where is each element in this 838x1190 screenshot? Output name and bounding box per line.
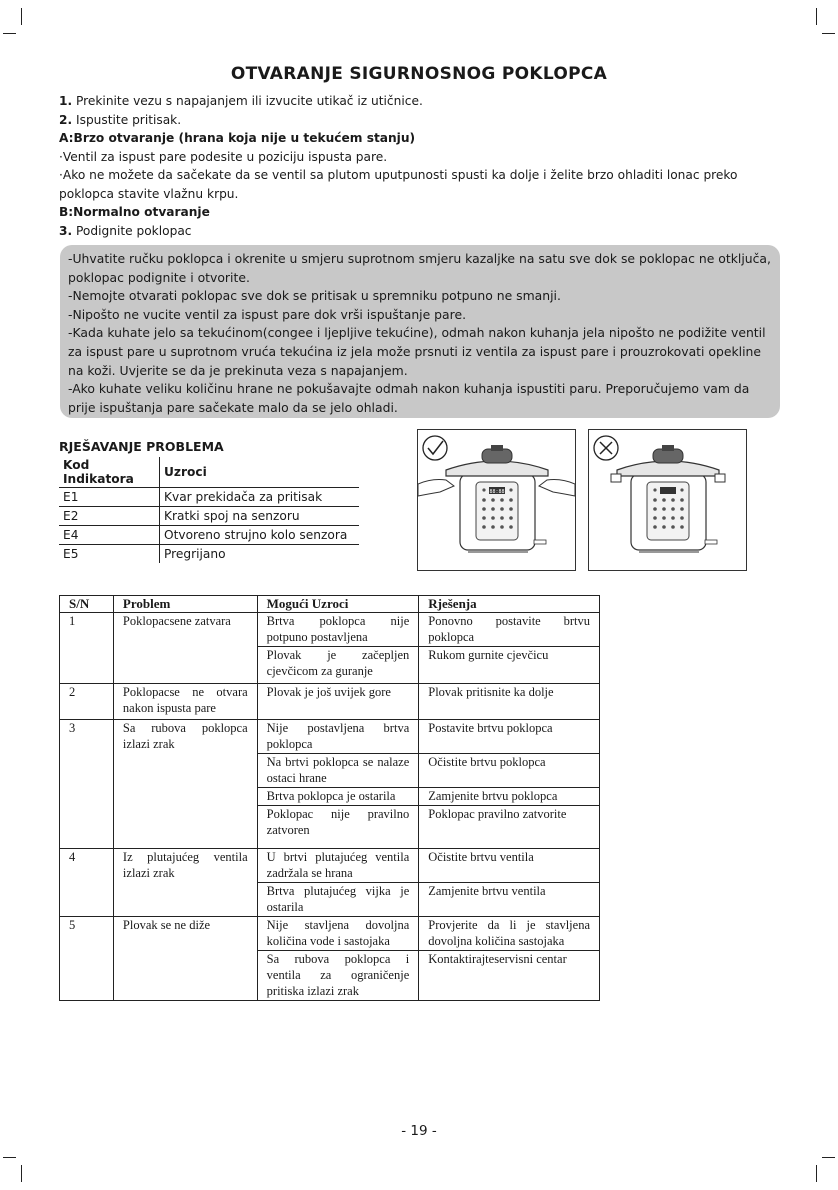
solution-cell: Ponovno postavite brtvu poklopca (419, 613, 600, 647)
warning-line: -Uhvatite ručku poklopca i okrenite u smjeru suprotnom smjeru kazaljke na satu sve dok se poklopac ne otključa, poklopac podignite i otvorite. (68, 251, 771, 285)
table-row (60, 720, 600, 754)
crop-mark (3, 1157, 16, 1158)
step-2 (59, 111, 789, 130)
heading-text: A:Brzo otvaranje (hrana koja nije u tekućem stanju) (59, 131, 416, 145)
table-row (60, 849, 600, 883)
check-circle-icon (423, 436, 447, 460)
error-cause: Kratki spoj na senzoru (160, 507, 360, 526)
row-number: 3 (60, 720, 114, 849)
cause-cell: Sa rubova poklopca i ventila za ograničenje pritiska izlazi zrak (257, 951, 419, 1001)
header-solutions: Rješenja (419, 596, 600, 613)
cause-cell: Plovak je začepljen cjevčicom za guranje (257, 647, 419, 684)
warning-line: -Ako kuhate veliku količinu hrane ne pokušavajte odmah nakon kuhanja ispustiti paru. Preporučujemo vam da prije ispuštanja pare sačekate malo da se jelo ohladi. (68, 381, 750, 415)
cause-cell: Nije postavljena brtva poklopca (257, 720, 419, 754)
error-cause: Kvar prekidača za pritisak (160, 488, 360, 507)
warning-line: -Nemojte otvarati poklopac sve dok se pritisak u spremniku potpuno ne smanji. (68, 288, 561, 304)
cause-cell: Nije stavljena dovoljna količina vode i sastojaka (257, 917, 419, 951)
error-code-table (59, 457, 359, 563)
quick-open-heading (59, 129, 789, 148)
problem-cell: Plovak se ne diže (113, 917, 257, 1001)
step-number: 3. (59, 223, 73, 238)
crop-mark (816, 8, 817, 25)
table-row (60, 684, 600, 720)
warning-line: -Nipošto ne vucite ventil za ispust pare dok vrši ispuštanje pare. (68, 306, 467, 322)
step-number: 1. (59, 94, 73, 108)
table-row (59, 507, 359, 526)
problem-cell: Iz plutajućeg ventila izlazi zrak (113, 849, 257, 917)
opening-steps (59, 92, 789, 240)
heading-text: B:Normalno otvaranje (59, 205, 210, 219)
header-cause: Uzroci (160, 457, 360, 488)
row-number: 2 (60, 684, 114, 720)
row-number: 1 (60, 613, 114, 684)
x-circle-icon (594, 436, 618, 460)
solution-cell: Kontaktirajteservisni centar (419, 951, 600, 1001)
table-header-row (59, 457, 359, 488)
solution-cell: Poklopac pravilno zatvorite (419, 806, 600, 849)
error-cause: Otvoreno strujno kolo senzora (160, 526, 360, 545)
cause-cell: Plovak je još uvijek gore (257, 684, 419, 720)
table-row (59, 526, 359, 545)
page-title: OTVARANJE SIGURNOSNOG POKLOPCA (230, 64, 608, 84)
quick-open-line-1: ·Ventil za ispust pare podesite u poziciju ispusta pare. (59, 149, 388, 164)
problem-cell: Poklopacsene zatvara (113, 613, 257, 684)
cause-cell: Brtva plutajućeg vijka je ostarila (257, 883, 419, 917)
problem-cell: Poklopacse ne otvara nakon ispusta pare (113, 684, 257, 720)
cause-cell: Brtva poklopca je ostarila (257, 788, 419, 806)
step-1 (59, 92, 789, 111)
cause-cell: Poklopac nije pravilno zatvoren (257, 806, 419, 849)
problem-cell: Sa rubova poklopca izlazi zrak (113, 720, 257, 849)
step-text: Prekinite vezu s napajanjem ili izvucite utikač iz utičnice. (72, 94, 423, 108)
error-code: E2 (59, 507, 160, 526)
quick-open-line-2: ·Ako ne možete da sačekate da se ventil sa plutom uputpunosti spusti ka dolje i želite brzo ohladiti lonac preko poklopca stavite vlažnu krpu. (59, 168, 738, 201)
solution-cell: Očistite brtvu poklopca (419, 754, 600, 788)
header-problem: Problem (113, 596, 257, 613)
crop-mark (3, 33, 16, 34)
solution-cell: Rukom gurnite cjevčicu (419, 647, 600, 684)
solution-cell: Plovak pritisnite ka dolje (419, 684, 600, 720)
solution-cell: Zamjenite brtvu poklopca (419, 788, 600, 806)
display-readout: 88:88 (489, 489, 505, 495)
row-number: 5 (60, 917, 114, 1001)
table-row (59, 545, 359, 564)
cooker-drawing (418, 430, 575, 570)
crop-mark (21, 1165, 22, 1182)
page-number: - 19 - (401, 1123, 437, 1139)
error-code: E4 (59, 526, 160, 545)
step-number: 2. (59, 112, 73, 127)
table-row (60, 613, 600, 647)
cause-cell: Brtva poklopca nije potpuno postavljena (257, 613, 419, 647)
crop-mark (21, 8, 22, 25)
error-cause: Pregrijano (164, 547, 226, 561)
error-code: E5 (59, 545, 160, 564)
troubleshooting-table (59, 595, 600, 1001)
warning-line: -Kada kuhate jelo sa tekućinom(congee i ljepljive tekućine), odmah nakon kuhanja jela nipošto ne podižite ventil za ispust pare u suprotnom vruća tekućina iz jela može prsnuti iz ventila za ispust pare i prouzrokovati opekline na koži. Uvjerite se da je prekinuta veza s napajanjem. (68, 325, 766, 378)
step-text: Podignite poklopac (72, 223, 192, 238)
step-3 (59, 222, 789, 241)
step-text: Ispustite pritisak. (72, 112, 182, 127)
solution-cell: Provjerite da li je stavljena dovoljna količina sastojaka (419, 917, 600, 951)
cooker-drawing (589, 430, 746, 570)
warning-box (60, 245, 780, 418)
crop-mark (816, 1165, 817, 1182)
normal-open-heading (59, 203, 789, 222)
header-sn: S/N (60, 596, 114, 613)
troubleshooting-title: RJEŠAVANJE PROBLEMA (59, 439, 224, 454)
cause-cell: U brtvi plutajućeg ventila zadržala se hrana (257, 849, 419, 883)
row-number: 4 (60, 849, 114, 917)
error-code: E1 (59, 488, 160, 507)
table-header-row (60, 596, 600, 613)
solution-cell: Postavite brtvu poklopca (419, 720, 600, 754)
solution-cell: Očistite brtvu ventila (419, 849, 600, 883)
table-row (60, 917, 600, 951)
wrong-handling-illustration (588, 429, 747, 571)
header-causes: Mogući Uzroci (257, 596, 419, 613)
solution-cell: Zamjenite brtvu ventila (419, 883, 600, 917)
crop-mark (822, 33, 835, 34)
correct-handling-illustration (417, 429, 576, 571)
table-row (59, 488, 359, 507)
crop-mark (822, 1157, 835, 1158)
cause-cell: Na brtvi poklopca se nalaze ostaci hrane (257, 754, 419, 788)
header-code: Kod Indikatora (59, 457, 160, 488)
